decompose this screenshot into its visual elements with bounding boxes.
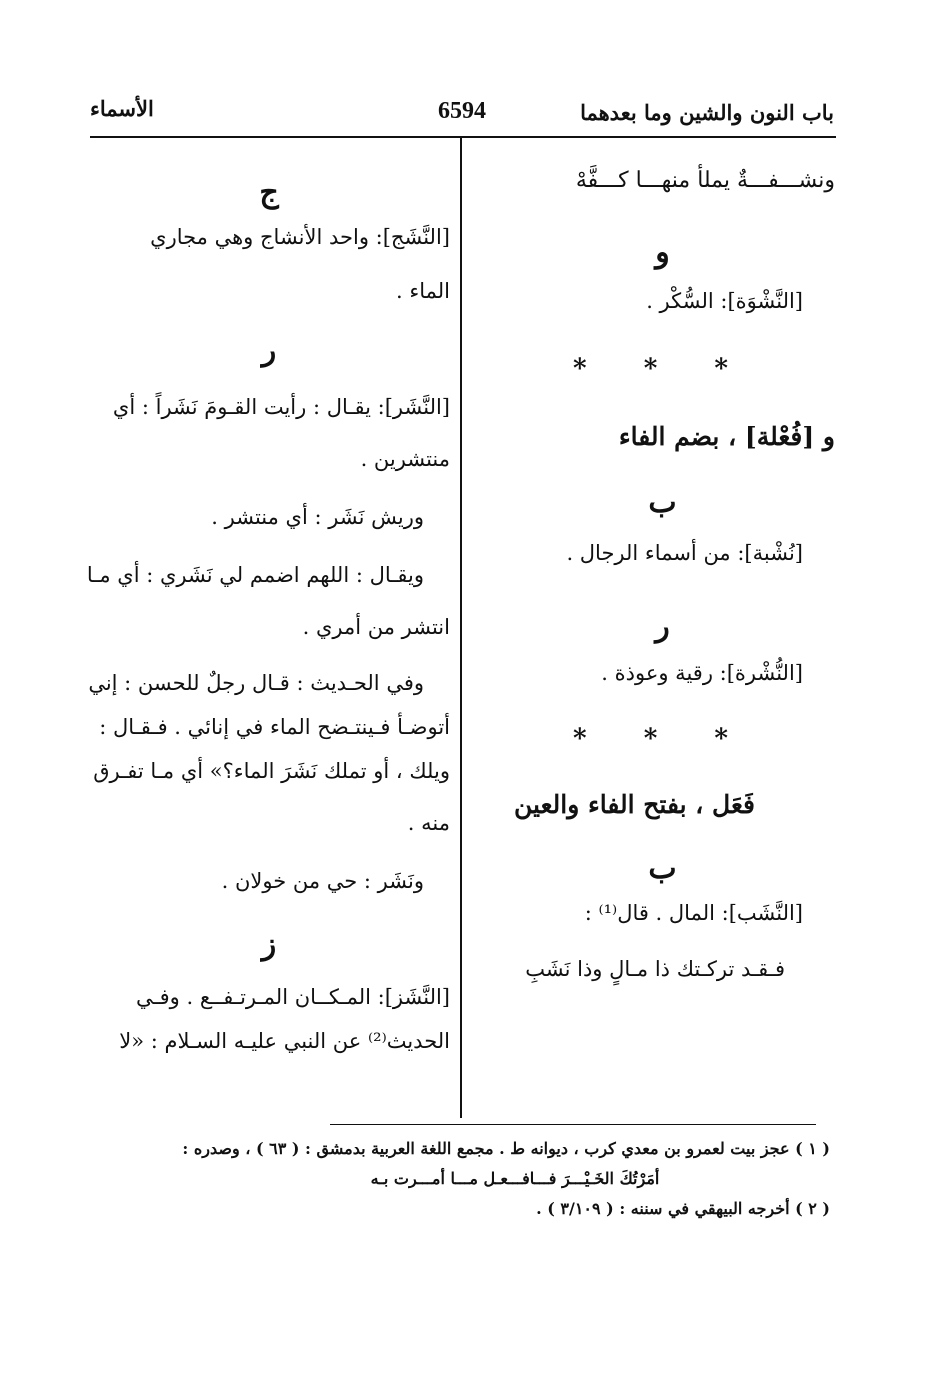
separator-stars: * * * <box>573 724 752 754</box>
column-divider <box>460 136 462 1118</box>
footnote-2: ( ٢ ) أخرجه البيهقي في سننه : ( ٣/١٠٩ ) . <box>536 1199 830 1218</box>
footnote-rule <box>330 1124 816 1125</box>
left-column <box>88 160 450 1056</box>
entry-nashaz: [النَّشَز]: المـكــان المـرتـفــع . وفـي <box>135 985 450 1009</box>
letter-heading-ra: ر <box>655 609 670 644</box>
entry-nashaz-cont: الحديث⁽²⁾ عن النبي عليـه السـلام : «لا <box>119 1029 450 1053</box>
entry-nashar-tribe: ونَشَر : حي من خولان . <box>221 869 424 893</box>
page-header <box>90 96 834 132</box>
entry-nashaj-cont: الماء . <box>396 279 450 303</box>
letter-heading-zay: ز <box>261 927 277 962</box>
section-heading-faal: فَعَل ، بفتح الفاء والعين <box>514 790 755 819</box>
entry-yuqal-cont: انتشر من أمري . <box>302 615 450 639</box>
letter-heading-jim: ج <box>259 175 279 210</box>
page-number: 6594 <box>438 98 486 124</box>
letter-heading-ba: ب <box>648 485 677 520</box>
entry-nashab: [النَّشَب]: المال . قال⁽¹⁾ : <box>584 901 803 925</box>
verse-line: ونشـــفـــةٌ يملأ منهـــا كـــفَّهْ <box>575 168 835 193</box>
entry-nashaj: [النَّشَج]: واحد الأنشاج وهي مجاري <box>150 225 450 249</box>
entry-nashar-cont: منتشرين . <box>360 447 450 471</box>
entry-nushra: [النُّشْرة]: رقية وعوذة . <box>601 661 803 685</box>
entry-hadith: وفي الحـديث : قـال رجلٌ للحسن : إني <box>88 671 424 695</box>
entry-rish: وريش نَشَر : أي منتشر . <box>211 505 424 529</box>
entry-nashwa: [النَّشْوَة]: السُّكْر . <box>646 289 803 313</box>
entry-hadith-cont: ويلك ، أو تملك نَشَرَ الماء؟» أي مـا تفـرق <box>93 759 450 783</box>
verse-nashab: فـقـد تركـتك ذا مـالٍ وذا نَشَبِ <box>525 957 785 981</box>
letter-heading-waw: و <box>655 235 670 270</box>
entry-nashar: [النَّشَر]: يقـال : رأيت القـومَ نَشَراً : أي <box>112 395 450 419</box>
entry-hadith-end: منه . <box>407 811 450 835</box>
letter-heading-ra: ر <box>261 333 277 368</box>
footnote-1-verse: أمَرْتُكَ الخَـيْـــرَ فـــافـــعـل مـــا أمـــرت بـه <box>370 1169 660 1188</box>
entry-hadith-cont: أتوضـأ فـينتـضح الماء في إنائي . فـقـال : <box>99 715 450 739</box>
entry-yuqal: ويقـال : اللهم اضمم لي نَشَري : أي مـا <box>86 563 424 587</box>
separator-stars: * * * <box>573 354 752 384</box>
entry-nushba: [نُشْبة]: من أسماء الرجال . <box>566 541 803 565</box>
footnotes <box>182 1134 830 1224</box>
header-rule <box>90 136 836 138</box>
chapter-title: باب النون والشين وما بعدهما <box>580 100 834 125</box>
section-title: الأسماء <box>90 96 154 121</box>
section-heading-fuala: و [فُعْلة] ، بضم الفاء <box>618 422 835 451</box>
footnote-1: ( ١ ) عجز بيت لعمرو بن معدي كرب ، ديوانه ط . مجمع اللغة العربية بدمشق : ( ٦٣ ) ، وصدره : <box>182 1139 830 1158</box>
right-column <box>490 160 835 984</box>
letter-heading-ba: ب <box>648 851 677 886</box>
